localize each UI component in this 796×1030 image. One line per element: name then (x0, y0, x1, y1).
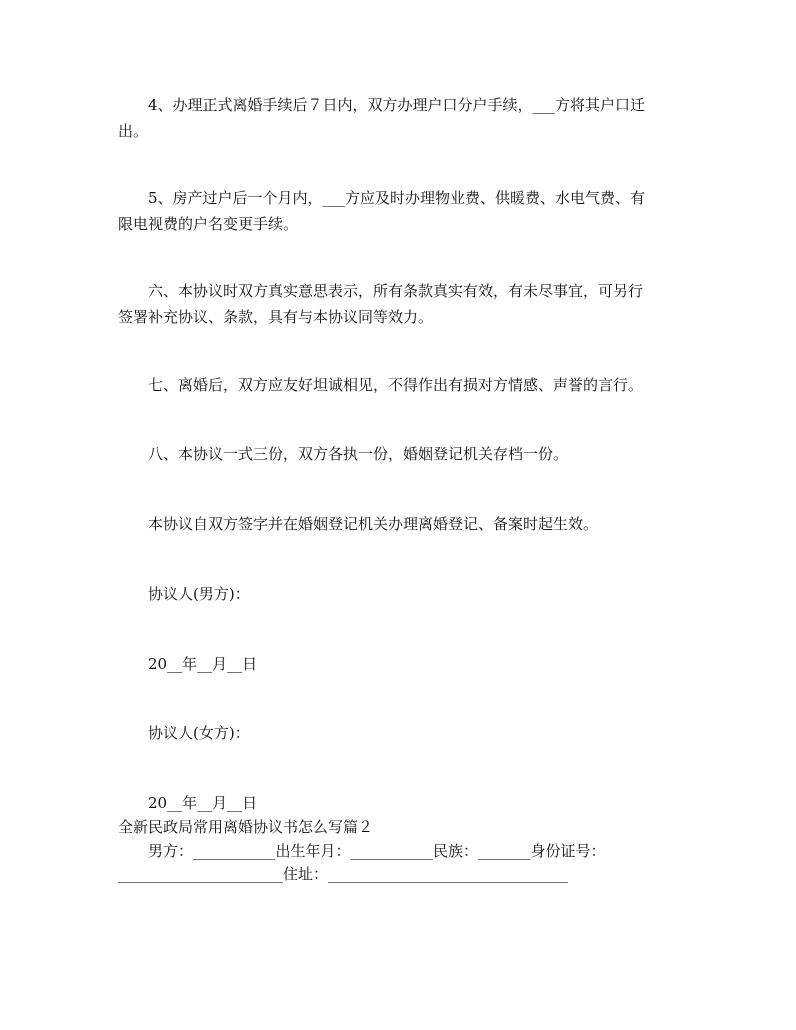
clause-5-line-1: 5、房产过户后一个月内，___方应及时办理物业费、供暖费、水电气费、有 (148, 189, 646, 207)
section-7: 七、离婚后，双方应友好坦诚相见，不得作出有损对方情感、声誉的言行。 (148, 376, 644, 394)
next-article-title: 全新民政局常用离婚协议书怎么写篇２ (118, 818, 374, 836)
clause-4-line-2: 出。 (118, 122, 149, 140)
date-female: 20__年__月__日 (148, 794, 258, 812)
next-form-line-2: ______________________住址：________________________________ (118, 865, 569, 883)
party-male-signature: 协议人(男方)： (148, 585, 250, 603)
clause-4-line-1: 4、办理正式离婚手续后７日内，双方办理户口分户手续，___方将其户口迁 (148, 96, 646, 114)
effective-clause: 本协议自双方签字并在婚姻登记机关办理离婚登记、备案时起生效。 (148, 515, 599, 533)
section-6-line-2: 签署补充协议、条款，具有与本协议同等效力。 (118, 308, 434, 326)
section-8: 八、本协议一式三份，双方各执一份，婚姻登记机关存档一份。 (148, 445, 569, 463)
next-form-line-1: 男方：___________出生年月：___________民族：_______身份证号： (148, 842, 606, 860)
date-male: 20__年__月__日 (148, 655, 258, 673)
section-6-line-1: 六、本协议时双方真实意思表示，所有条款真实有效，有未尽事宜，可另行 (148, 282, 644, 300)
clause-5-line-2: 限电视费的户名变更手续。 (118, 215, 299, 233)
party-female-signature: 协议人(女方)： (148, 724, 250, 742)
